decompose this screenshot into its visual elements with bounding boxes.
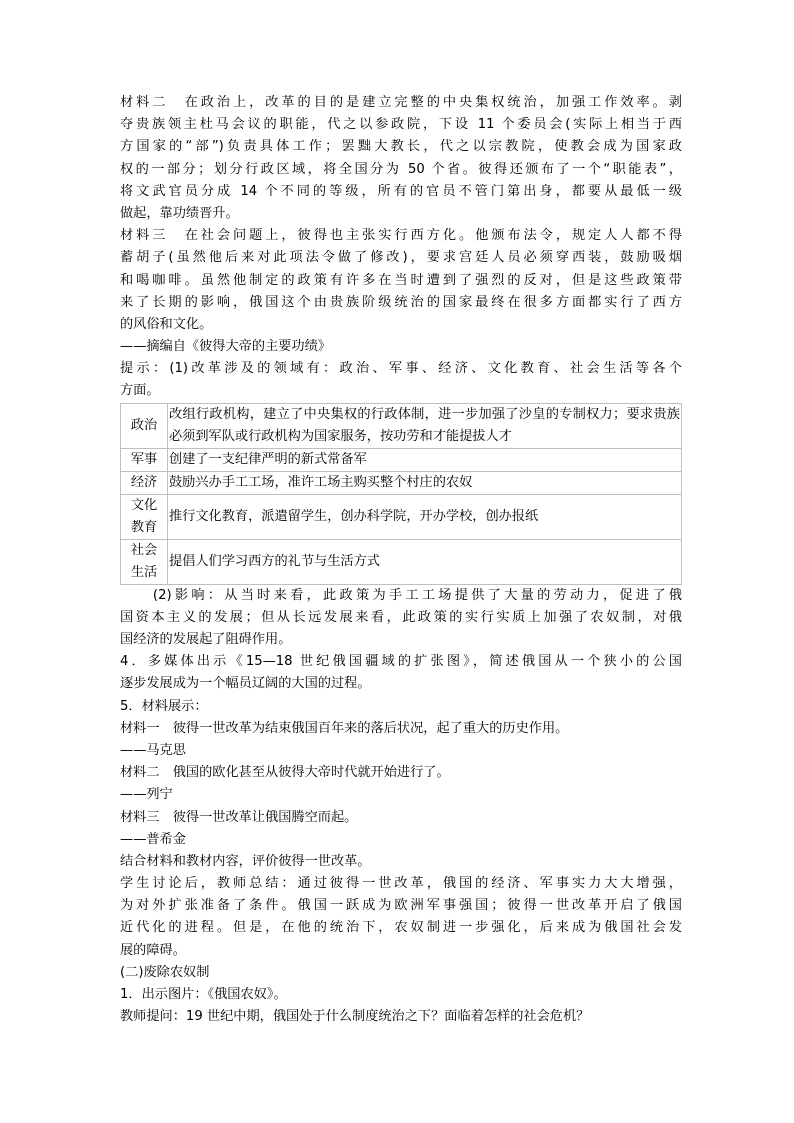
section-heading: (二)废除农奴制 [120, 964, 210, 980]
source-citation: ——摘编自《彼得大帝的主要功绩》 [120, 339, 331, 355]
field-cell: 军事 [121, 448, 168, 471]
material-three-paragraph [120, 225, 682, 336]
item-five-heading: 5．材料展示： [120, 698, 208, 714]
text-line: 做起，靠功绩晋升。 [120, 205, 239, 221]
document-page [120, 92, 682, 1028]
quote-source: ——列宁 [120, 787, 173, 803]
text-line: 国资本主义的发展；但从长远发展来看，此政策的实行实质上加强了农奴制，对俄 [120, 609, 682, 625]
content-cell: 提倡人们学习西方的礼节与生活方式 [168, 539, 682, 584]
field-cell: 文化 教育 [121, 494, 168, 539]
text-line: 来了长期的影响，俄国这个由贵族阶级统治的国家最终在很多方面都实行了西方 [120, 294, 682, 310]
content-cell: 鼓励兴办手工工场，准许工场主购买整个村庄的农奴 [168, 471, 682, 494]
content-cell: 推行文化教育，派遣留学生，创办科学院，开办学校，创办报纸 [168, 494, 682, 539]
text-line: 夺贵族领主杜马会议的职能，代之以参政院，下设 11 个委员会(实际上相当于西 [120, 117, 682, 133]
text-line: (2)影响：从当时来看，此政策为手工工场提供了大量的劳动力，促进了俄 [120, 587, 682, 603]
quote-pushkin: 材料三 彼得一世改革让俄国腾空而起。 [120, 809, 358, 825]
text-line: 学生讨论后，教师总结：通过彼得一世改革，俄国的经济、军事实力大大增强， [120, 876, 682, 892]
text-line: 将文武官员分成 14 个不同的等级，所有的官员不管门第出身，都要从最低一级 [120, 183, 682, 199]
content-cell: 创建了一支纪律严明的新式常备军 [168, 448, 682, 471]
content-cell: 改组行政机构，建立了中央集权的行政体制，进一步加强了沙皇的专制权力；要求贵族必须到军队或行政机构为国家服务，按功劳和才能提拔人才 [168, 403, 682, 448]
text-line: 国经济的发展起了阻碍作用。 [120, 632, 292, 647]
field-cell: 社会 生活 [121, 539, 168, 584]
impact-paragraph [120, 585, 682, 652]
field-cell: 经济 [121, 471, 168, 494]
table-row [121, 494, 682, 539]
table-row [121, 471, 682, 494]
text-line: 的风俗和文化。 [120, 316, 213, 332]
quote-marx: 材料一 彼得一世改革为结束俄国百年来的落后状况，起了重大的历史作用。 [120, 720, 569, 736]
text-line: 4．多媒体出示《15—18 世纪俄国疆域的扩张图》，简述俄国从一个狭小的公国 [120, 654, 682, 670]
text-line: 提示：(1)改革涉及的领域有：政治、军事、经济、文化教育、社会生活等各个 [120, 361, 682, 377]
text-line: 为对外扩张准备了条件。俄国一跃成为欧洲军事强国；彼得一世改革开启了俄国 [120, 898, 682, 914]
teacher-summary [120, 873, 682, 962]
quote-lenin: 材料二 俄国的欧化甚至从彼得大帝时代就开始进行了。 [120, 765, 450, 781]
teacher-question: 教师提问：19 世纪中期，俄国处于什么制度统治之下？面临着怎样的社会危机？ [120, 1009, 590, 1025]
table-row [121, 448, 682, 471]
text-line: 展的障碍。 [120, 942, 186, 958]
hint-paragraph [120, 358, 682, 402]
field-cell: 政治 [121, 403, 168, 448]
text-line: 权的一部分；划分行政区域，将全国分为 50 个省。彼得还颁布了一个“职能表”， [120, 161, 682, 177]
material-two-paragraph [120, 92, 682, 225]
text-line: 方国家的“部”)负责具体工作；罢黜大教长，代之以宗教院，使教会成为国家政 [120, 139, 682, 155]
quote-source: ——普希金 [120, 831, 186, 847]
quote-source: ——马克思 [120, 742, 186, 758]
text-line: 材料二 在政治上，改革的目的是建立完整的中央集权统治，加强工作效率。剥 [120, 95, 682, 110]
task-line: 结合材料和教材内容，评价彼得一世改革。 [120, 853, 371, 869]
text-line: 蓄胡子(虽然他后来对此项法令做了修改)，要求宫廷人员必须穿西装，鼓励吸烟 [120, 250, 682, 266]
text-line: 和喝咖啡。虽然他制定的政策有许多在当时遭到了强烈的反对，但是这些政策带 [120, 272, 682, 288]
text-line: 材料三 在社会问题上，彼得也主张实行西方化。他颁布法令，规定人人都不得 [120, 228, 682, 244]
text-line: 方面。 [120, 383, 160, 399]
item-four [120, 651, 682, 695]
picture-line: 1．出示图片：《俄国农奴》。 [120, 987, 287, 1002]
table-row [121, 403, 682, 448]
text-line: 逐步发展成为一个幅员辽阔的大国的过程。 [120, 676, 371, 692]
reform-fields-table [120, 403, 682, 585]
text-line: 近代化的进程。但是，在他的统治下，农奴制进一步强化，后来成为俄国社会发 [120, 920, 682, 936]
table-row [121, 539, 682, 584]
